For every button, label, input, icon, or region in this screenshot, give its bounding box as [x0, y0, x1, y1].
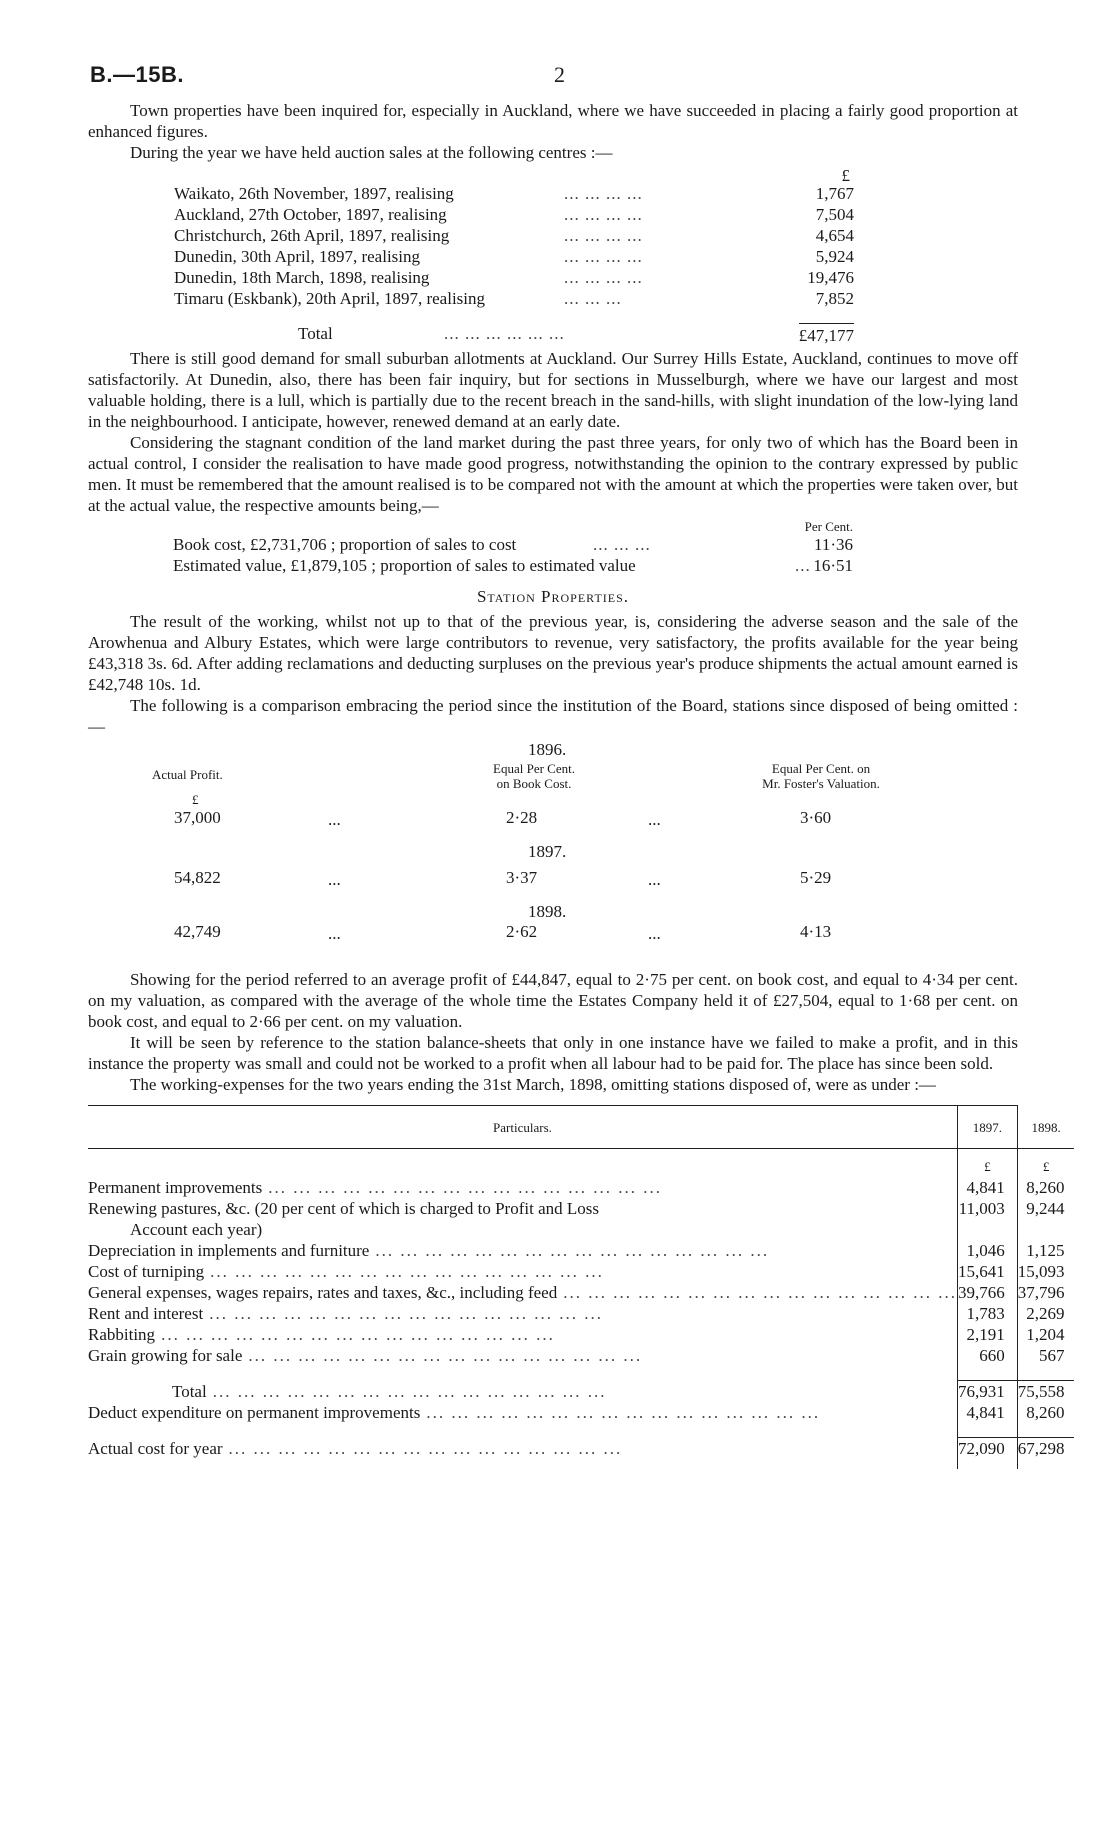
expense-row [88, 1261, 1074, 1282]
auction-label: Dunedin, 30th April, 1897, realising [174, 247, 421, 266]
expense-1897: 15,641 [957, 1261, 1017, 1282]
header-1897: 1897. [957, 1106, 1017, 1149]
leader-dots: ... [648, 924, 661, 943]
year-label: 1896. [528, 740, 567, 759]
expense-1898 [1017, 1219, 1074, 1240]
auction-row [174, 246, 934, 267]
leader-dots: ... ... ... ... ... ... ... ... ... ... ... ... ... ... ... ... [161, 1325, 555, 1344]
proportion-row [173, 534, 933, 555]
expense-label: Rabbiting [88, 1325, 156, 1344]
deduct-1898: 8,260 [1017, 1402, 1074, 1423]
currency-unit: £ [1017, 1149, 1074, 1178]
section-title: Station Properties. [476, 587, 630, 606]
actual-1897: 72,090 [957, 1438, 1017, 1460]
leader-dots: ... ... ... ... [564, 247, 643, 266]
foster-percent: 3·60 [800, 808, 832, 827]
auction-row [174, 267, 934, 288]
year-label: 1898. [528, 902, 567, 921]
book-percent: 2·62 [506, 922, 538, 941]
leader-dots: ... ... ... ... ... ... ... ... ... ... ... ... ... ... ... ... [209, 1304, 603, 1323]
book-percent: 2·28 [506, 808, 538, 827]
leader-dots: ... ... ... ... [564, 184, 643, 203]
leader-dots: ... [648, 870, 661, 889]
actual-cost-row [88, 1438, 1074, 1460]
col-foster-valuation: Equal Per Cent. on Mr. Foster's Valuation. [762, 761, 880, 791]
auction-value: 1,767 [815, 184, 854, 203]
currency-unit: £ [192, 792, 199, 807]
proportion-label: Estimated value, £1,879,105 ; proportion of sales to estimated value [173, 556, 636, 575]
expense-label: Rent and interest [88, 1304, 204, 1323]
expense-1897: 1,783 [957, 1303, 1017, 1324]
expense-1897: 39,766 [957, 1282, 1017, 1303]
year-label: 1897. [528, 842, 567, 861]
expense-row [88, 1240, 1074, 1261]
comparison-table [88, 737, 1018, 969]
expense-1898: 9,244 [1017, 1198, 1074, 1219]
expense-label: Permanent improvements [88, 1178, 263, 1197]
total-label: Total [172, 1381, 207, 1401]
actual-1898: 67,298 [1017, 1438, 1074, 1460]
profit-value: 54,822 [174, 868, 221, 887]
expense-row [88, 1198, 1074, 1219]
paragraph-showing: Showing for the period referred to an average profit of £44,847, equal to 2·75 per cent. on book cost, and equal to 4·34 per cent. on my valuation, as compared with the average of the whole time the Estates Company held it of £27,504, equal to 1·68 per cent. on book cost, and equal to 2·66 per cent. on my valuation. [88, 970, 1018, 1031]
leader-dots: ... [795, 556, 811, 575]
leader-dots: ... ... ... [593, 535, 651, 554]
profit-value: 37,000 [174, 808, 221, 827]
expenses-header-row [88, 1106, 1074, 1149]
expenses-total-row [88, 1381, 1074, 1403]
leader-dots: ... ... ... ... ... ... ... ... ... ... ... ... ... ... ... ... [268, 1178, 662, 1197]
leader-dots: ... ... ... ... ... ... ... ... ... ... ... ... ... ... ... ... [228, 1438, 623, 1458]
col-actual-profit: Actual Profit. [152, 767, 223, 782]
currency-unit: £ [841, 166, 850, 185]
book-percent: 3·37 [506, 868, 538, 887]
expense-1898: 1,125 [1017, 1240, 1074, 1261]
intro-paragraph: Town properties have been inquired for, especially in Auckland, where we have succeeded in placing a fairly good proportion at enhanced figures. [88, 101, 1018, 141]
auction-row [174, 183, 934, 204]
expense-1898: 567 [1017, 1345, 1074, 1366]
auction-label: Christchurch, 26th April, 1897, realising [174, 226, 450, 245]
expense-label: Account each year) [130, 1220, 263, 1239]
expense-1898: 15,093 [1017, 1261, 1074, 1282]
total-1897: 76,931 [957, 1381, 1017, 1403]
auction-total-label: Total [298, 324, 333, 343]
leader-dots: ... ... ... ... ... ... [444, 324, 565, 343]
leader-dots: ... ... ... ... ... ... ... ... ... ... ... ... ... ... ... ... [375, 1241, 770, 1260]
leader-dots: ... ... ... ... ... ... ... ... ... ... ... ... ... ... ... ... [210, 1262, 604, 1281]
paragraph-result: The result of the working, whilst not up to that of the previous year, is, considering the adverse season and the sale of the Arowhenua and Albury Estates, which were large contributors to revenue, very satisfactory, the profits available for the year being £43,318 3s. 6d. After adding reclamations and deducting surpluses on the previous year's produce shipments the actual amount earned is £42,748 10s. 1d. [88, 612, 1018, 694]
auction-total-value: £47,177 [799, 323, 854, 346]
col-book-cost: Equal Per Cent. on Book Cost. [493, 761, 575, 791]
expense-1897: 1,046 [957, 1240, 1017, 1261]
expense-label: Grain growing for sale [88, 1346, 243, 1365]
proportion-value: 11·36 [813, 535, 853, 554]
expense-1898: 2,269 [1017, 1303, 1074, 1324]
actual-cost-label: Actual cost for year [88, 1438, 223, 1458]
currency-unit: £ [957, 1149, 1017, 1178]
leader-dots: ... [648, 810, 661, 829]
unit-row [88, 1149, 1074, 1178]
header-particulars: Particulars. [88, 1106, 957, 1149]
profit-value: 42,749 [174, 922, 221, 941]
expense-label: General expenses, wages repairs, rates and taxes, &c., including feed [88, 1283, 558, 1302]
leader-dots: ... ... ... ... [564, 205, 643, 224]
expense-row [88, 1177, 1074, 1198]
expense-1897 [957, 1219, 1017, 1240]
expenses-table [88, 1105, 1065, 1469]
paragraph-stagnant: Considering the stagnant condition of the land market during the past three years, for only two of which has the Board been in actual control, I consider the realisation to have made good progress, notwithstanding the opinion to the contrary expressed by public men. It must be remembered that the amount realised is to be compared not with the amount at which the properties were taken over, but at the actual value, the respective amounts being,— [88, 433, 1018, 515]
auction-value: 19,476 [807, 268, 854, 287]
auction-row [174, 288, 934, 309]
auction-row [174, 204, 934, 225]
foster-percent: 5·29 [800, 868, 832, 887]
auction-value: 5,924 [815, 247, 854, 266]
page-number: 2 [554, 62, 565, 87]
expense-1898: 37,796 [1017, 1282, 1074, 1303]
auction-label: Auckland, 27th October, 1897, realising [174, 205, 447, 224]
leader-dots: ... ... ... ... [564, 226, 643, 245]
expense-1898: 1,204 [1017, 1324, 1074, 1345]
paragraph-demand: There is still good demand for small suburban allotments at Auckland. Our Surrey Hills Estate, Auckland, continues to move off satisfactorily. At Dunedin, also, there has been fair inquiry, but for sections in Musselburgh, where we have our largest and most valuable holding, there is a lull, which is partially due to the recent breach in the sand-hills, with slight inundation of the low-lying land in the neighbourhood. I anticipate, however, renewed demand at an early date. [88, 349, 1018, 431]
expense-label: Renewing pastures, &c. (20 per cent of which is charged to Profit and Loss [88, 1199, 599, 1218]
leader-dots: ... ... ... ... ... ... ... ... ... ... ... ... ... ... ... ... [426, 1403, 821, 1422]
proportion-value: 16·51 [813, 556, 853, 575]
header-1898: 1898. [1017, 1106, 1074, 1149]
document-page [88, 56, 1065, 1469]
expense-1897: 11,003 [957, 1198, 1017, 1219]
auction-label: Timaru (Eskbank), 20th April, 1897, realising [174, 289, 486, 308]
leader-dots: ... [328, 870, 341, 889]
auction-value: 7,504 [815, 205, 854, 224]
page-header [88, 56, 1018, 100]
total-1898: 75,558 [1017, 1381, 1074, 1403]
deduct-label: Deduct expenditure on permanent improvements [88, 1403, 421, 1422]
auction-intro: During the year we have held auction sales at the following centres :— [130, 143, 613, 162]
leader-dots: ... ... ... ... ... ... ... ... ... ... ... ... ... ... ... ... [212, 1381, 607, 1401]
expense-row [88, 1345, 1074, 1366]
proportion-row [173, 555, 933, 576]
proportion-table [173, 516, 933, 576]
proportion-label: Book cost, £2,731,706 ; proportion of sales to cost [173, 535, 517, 554]
auction-label: Dunedin, 18th March, 1898, realising [174, 268, 430, 287]
auction-sales-table [174, 165, 934, 344]
leader-dots: ... [328, 924, 341, 943]
leader-dots: ... ... ... [564, 289, 622, 308]
expense-label: Cost of turniping [88, 1262, 205, 1281]
paragraph-comparison: The following is a comparison embracing the period since the institution of the Board, stations since disposed of being omitted :— [88, 696, 1018, 736]
document-reference: B.—15B. [90, 62, 184, 87]
expense-row [88, 1303, 1074, 1324]
expense-row [88, 1219, 1074, 1240]
expenses-deduct-row [88, 1402, 1074, 1423]
percent-unit: Per Cent. [804, 519, 853, 534]
deduct-1897: 4,841 [957, 1402, 1017, 1423]
foster-percent: 4·13 [800, 922, 832, 941]
auction-value: 4,654 [815, 226, 854, 245]
leader-dots: ... [328, 810, 341, 829]
expense-1897: 660 [957, 1345, 1017, 1366]
paragraph-expenses: The working-expenses for the two years ending the 31st March, 1898, omitting stations disposed of, were as under :— [130, 1075, 936, 1094]
leader-dots: ... ... ... ... ... ... ... ... ... ... ... ... ... ... ... ... [248, 1346, 643, 1365]
auction-value: 7,852 [815, 289, 854, 308]
leader-dots: ... ... ... ... [564, 268, 643, 287]
expense-1898: 8,260 [1017, 1177, 1074, 1198]
expense-1897: 2,191 [957, 1324, 1017, 1345]
expense-label: Depreciation in implements and furniture [88, 1241, 370, 1260]
leader-dots: ... ... ... ... ... ... ... ... ... ... ... ... ... ... ... ... [563, 1283, 957, 1302]
paragraph-balance: It will be seen by reference to the station balance-sheets that only in one instance have we failed to make a profit, and in this instance the property was small and could not be worked to a profit when all labour had to be paid for. The place has since been sold. [88, 1033, 1018, 1073]
auction-row [174, 225, 934, 246]
expense-row [88, 1282, 1074, 1303]
auction-label: Waikato, 26th November, 1897, realising [174, 184, 454, 203]
expense-row [88, 1324, 1074, 1345]
expense-1897: 4,841 [957, 1177, 1017, 1198]
auction-total-row [174, 323, 934, 344]
